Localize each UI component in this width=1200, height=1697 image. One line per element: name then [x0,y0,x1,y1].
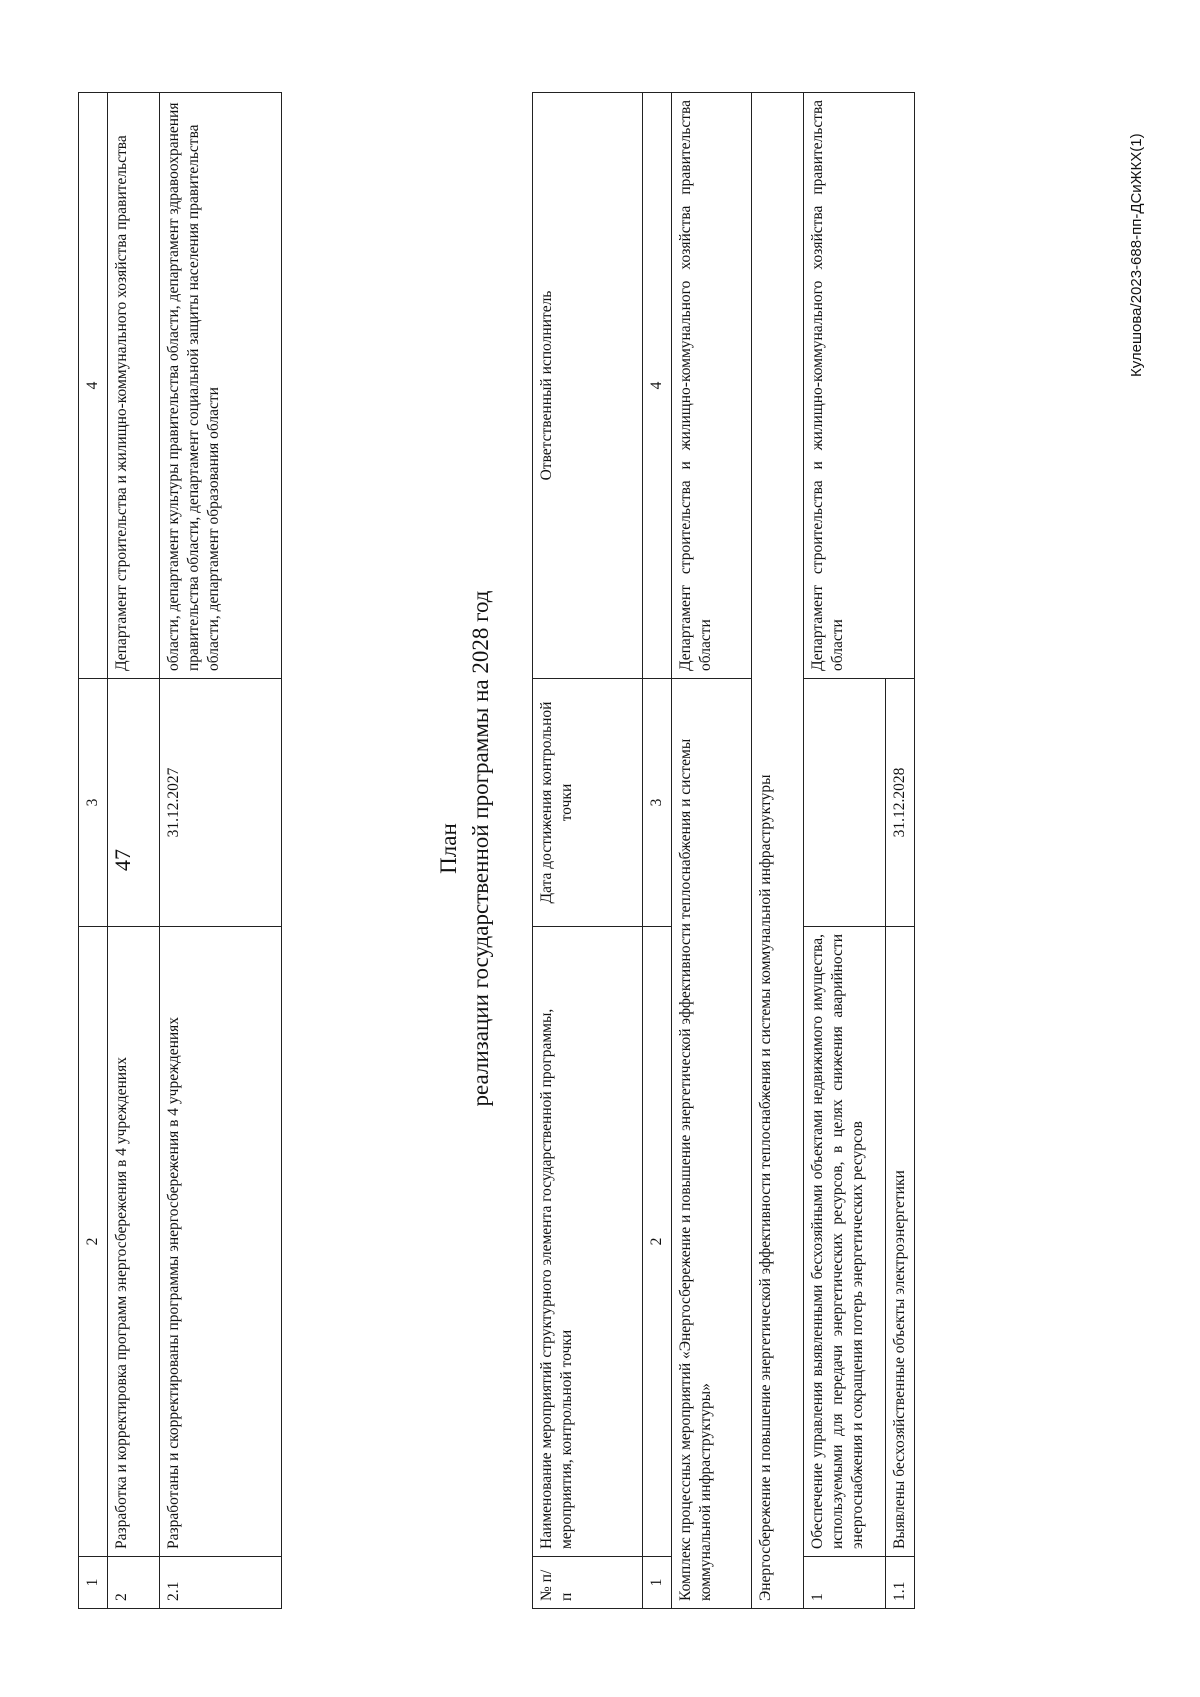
row-date [108,679,160,927]
plan-table [532,92,915,1609]
complex-executor: Департамент строительства и жилищно-коммунального хозяйства правительства области [672,93,752,679]
header-cell: 2 [79,927,108,1557]
row-name: Обеспечение управления выявленными бесхозяйными объектами недвижимого имущества, используемыми для передачи энергетических ресурсов, в целях снижения аварийности энергоснабжения и сокращения потерь энергетических ресурсов [804,927,886,1557]
plan-title: План [436,823,461,874]
row-number: 1 [804,1557,886,1609]
section-row [752,93,804,1609]
plan-subtitle: реализации государственной программы на 2028 год [468,590,493,1107]
table-continuation [78,92,282,1609]
table-header-row [79,93,108,1609]
row-name: Выявлены бесхозяйственные объекты электроэнергетики [886,927,915,1557]
header-cell: 4 [79,93,108,679]
complex-row [672,93,752,1609]
table-row [804,93,886,1609]
row-number: 2.1 [160,1557,282,1609]
table-header-row [533,93,643,1609]
row-executor: области, департамент культуры правительства области, департамент здравоохранения правительства области, департамент социальной защиты населения правительства области, департамент образования области [160,93,282,679]
table-row [160,93,282,1609]
row-executor: Департамент строительства и жилищно-коммунального хозяйства правительства области [804,93,915,679]
column-number-row [643,93,672,1609]
row-date: 31.12.2027 [160,679,282,927]
row-executor: Департамент строительства и жилищно-коммунального хозяйства правительства [108,93,160,679]
column-number: 2 [643,927,672,1557]
row-name: Разработка и корректировка программ энергосбережения в 4 учреждениях [108,927,160,1557]
complex-name: Комплекс процессных мероприятий «Энергосбережение и повышение энергетической эффективности теплоснабжения и системы коммунальной инфраструктуры» [672,679,752,1609]
column-number: 3 [643,679,672,927]
header-cell: 3 [79,679,108,927]
header-name: Наименование мероприятий структурного элемента государственной программы, мероприятия, контрольной точки [533,927,643,1557]
header-date: Дата достижения контрольной точки [533,679,643,927]
page-number: 47 [110,849,135,871]
footer-doc-id: Кулешова/2023-688-пп-ДСиЖКХ(1) [1128,133,1145,377]
column-number: 1 [643,1557,672,1609]
column-number: 4 [643,93,672,679]
header-cell: 1 [79,1557,108,1609]
header-num: № п/п [533,1557,643,1609]
row-number: 2 [108,1557,160,1609]
row-date [804,679,886,927]
section-title: Энергосбережение и повышение энергетической эффективности теплоснабжения и системы коммунальной инфраструктуры [752,93,804,1609]
table-row [108,93,160,1609]
header-executor: Ответственный исполнитель [533,93,643,679]
row-number: 1.1 [886,1557,915,1609]
row-name: Разработаны и скорректированы программы энергосбережения в 4 учреждениях [160,927,282,1557]
row-date: 31.12.2028 [886,679,915,927]
